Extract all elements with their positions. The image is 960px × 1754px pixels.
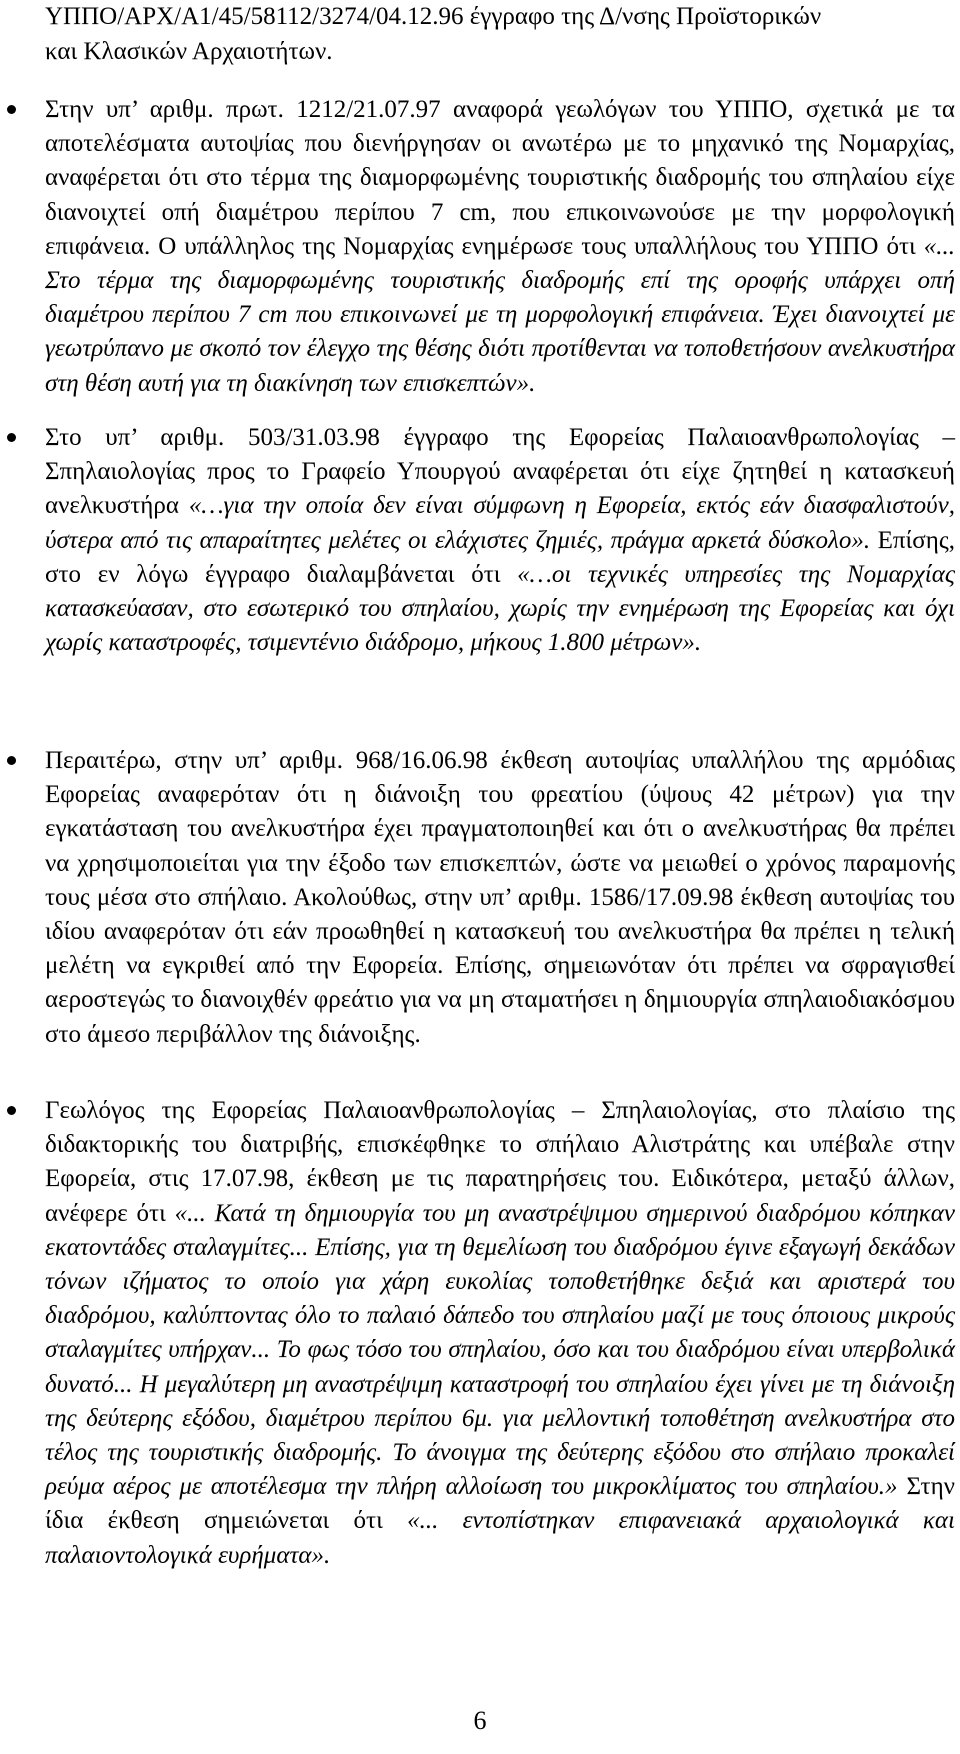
intro-line-1: ΥΠΠΟ/ΑΡΧ/Α1/45/58112/3274/04.12.96 έγγραφο της Δ/νσης Προϊστορικών xyxy=(45,3,822,30)
list-item-text xyxy=(45,744,955,1052)
intro-paragraph xyxy=(45,0,945,69)
quoted-text: «…οι τεχνικές υπηρεσίες της Νομαρχίας κατασκεύασαν, στο εσωτερικό του σπηλαίου, χωρίς την ενημέρωση της Εφορείας και όχι χωρίς καταστροφές, τσιμεντένιο διάδρομο, μήκους 1.800 μέτρων». xyxy=(45,560,955,657)
plain-text: Επίσης, στο εν λόγω έγγραφο διαλαμβάνεται ότι xyxy=(45,526,955,588)
plain-text: Στην υπ’ αριθμ. πρωτ. 1212/21.07.97 αναφορά γεωλόγων του ΥΠΠΟ, σχετικά με τα αποτελέσματα αυτοψίας που διενήργησαν οι ανωτέρω με το μηχανικό της Νομαρχίας, αναφέρεται ότι στο τέρμα της διαμορφωμένης τουριστικής διαδρομής του σπηλαίου είχε διανοιχτεί οπή διαμέτρου περίπου 7 cm, που επικοινωνούσε με την μορφολογική επιφάνεια. Ο υπάλληλος της Νομαρχίας ενημέρωσε τους υπαλλήλους του ΥΠΠΟ ότι xyxy=(45,96,955,260)
bullet-icon xyxy=(7,433,16,442)
page-number: 6 xyxy=(473,1706,487,1735)
plain-text: Στην ίδια έκθεση σημειώνεται ότι xyxy=(45,1473,955,1535)
list-item-text xyxy=(45,421,955,660)
quoted-text: «…για την οποία δεν είναι σύμφωνη η Εφορεία, εκτός εάν διασφαλιστούν, ύστερα από τις απαραίτητες μελέτες οι ελάχιστες ζημιές, πράγμα αρκετά δύσκολο». xyxy=(45,492,955,554)
quoted-text: «... Στο τέρμα της διαμορφωμένης τουριστικής διαδρομής επί της οροφής υπάρχει οπή διαμέτρου περίπου 7 cm που επικοινωνεί με τη μορφολογική επιφάνεια. Έχει διανοιχτεί με γεωτρύπανο με σκοπό τον έλεγχο της θέσης διότι προτίθενται να τοποθετήσουν ανελκυστήρα στη θέση αυτή για τη διακίνηση των επισκεπτών». xyxy=(45,232,955,397)
quoted-text: «... εντοπίστηκαν επιφανειακά αρχαιολογικά και παλαιοντολογικά ευρήματα». xyxy=(45,1507,955,1569)
list-item-text xyxy=(45,1094,955,1573)
list-item-text xyxy=(45,93,955,401)
plain-text: Στο υπ’ αριθμ. 503/31.03.98 έγγραφο της Εφορείας Παλαιοανθρωπολογίας – Σπηλαιολογίας προς το Γραφείο Υπουργού αναφέρεται ότι είχε ζητηθεί η κατασκευή ανελκυστήρα xyxy=(45,424,955,520)
plain-text: Περαιτέρω, στην υπ’ αριθμ. 968/16.06.98 έκθεση αυτοψίας υπαλλήλου της αρμόδιας Εφορείας αναφερόταν ότι η διάνοιξη του φρεατίου (ύψους 42 μέτρων) για την εγκατάσταση του ανελκυστήρα έχει πραγματοποιηθεί και ότι ο ανελκυστήρας θα πρέπει να χρησιμοποιείται για την έξοδο των επισκεπτών, ώστε να μειωθεί ο χρόνος παραμονής τους μέσα στο σπήλαιο. Ακολούθως, στην υπ’ αριθμ. 1586/17.09.98 έκθεση αυτοψίας του ιδίου αναφερόταν ότι εάν προωθηθεί η κατασκευή του ανελκυστήρα θα πρέπει η τελική μελέτη να εγκριθεί από την Εφορεία. Επίσης, σημειωνόταν ότι πρέπει να σφραγισθεί αεροστεγώς το διανοιχθέν φρεάτιο για να μη σταματήσει η δημιουργία σπηλαιοδιακόσμου στο άμεσο περιβάλλον της διάνοιξης. xyxy=(45,747,955,1048)
bullet-icon xyxy=(7,105,16,114)
quoted-text: «... Κατά τη δημιουργία του μη αναστρέψιμου σημερινού διαδρόμου κόπηκαν εκατοντάδες σταλαγμίτες... Επίσης, για τη θεμελίωση του διαδρόμου έγινε εξαγωγή δεκάδων τόνων ιζήματος το οποίο για χάρη ευκολίας τοποθετήθηκε δεξιά και αριστερά του διαδρόμου, καλύπτοντας όλο το παλαιό δάπεδο του σπηλαίου μαζί με τους όποιους μικρούς σταλαγμίτες υπήρχαν... Το φως τόσο του σπηλαίου, όσο και του διαδρόμου είναι υπερβολικά δυνατό... Η μεγαλύτερη μη αναστρέψιμη καταστροφή του σπηλαίου έχει γίνει με τη διάνοιξη της δεύτερης εξόδου, διαμέτρου περίπου 6μ. για μελλοντική τοποθέτηση ανελκυστήρα στο τέλος της τουριστικής διαδρομής. Το άνοιγμα της δεύτερης εξόδου στο σπήλαιο προκαλεί ρεύμα αέρος με αποτέλεσμα την πλήρη αλλοίωση του μικροκλίματος του σπηλαίου.» xyxy=(45,1199,956,1501)
plain-text: Γεωλόγος της Εφορείας Παλαιοανθρωπολογίας – Σπηλαιολογίας, στο πλαίσιο της διδακτορικής του διατριβής, επισκέφθηκε το σπήλαιο Αλιστράτης και υπέβαλε στην Εφορεία, στις 17.07.98, έκθεση με τις παρατηρήσεις του. Ειδικότερα, μεταξύ άλλων, ανέφερε ότι xyxy=(45,1097,955,1227)
bullet-icon xyxy=(7,1106,16,1115)
bullet-icon xyxy=(7,756,16,765)
intro-line-2: και Κλασικών Αρχαιοτήτων. xyxy=(45,37,333,65)
